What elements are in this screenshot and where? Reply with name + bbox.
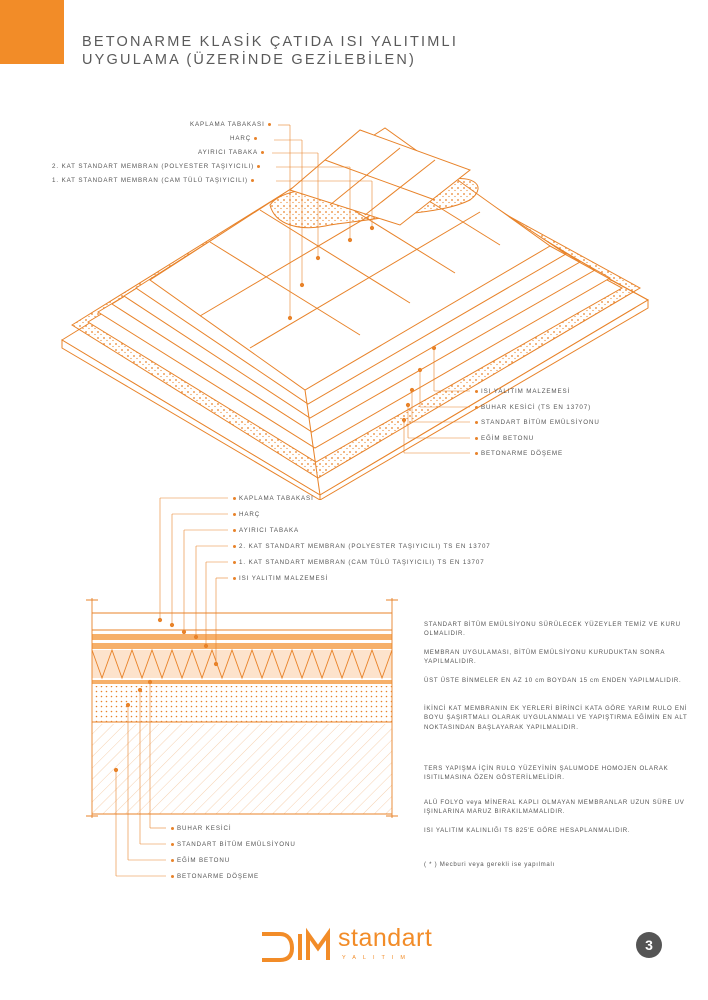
iso-label-egim-betonu: EĞİM BETONU [472, 435, 534, 442]
iso-label-membran-2: 2. KAT STANDART MEMBRAN (POLYESTER TAŞIYICILI) [52, 163, 263, 170]
note-6: ALÜ FOLYO veya MİNERAL KAPLI OLMAYAN MEMBRANLAR UZUN SÜRE UV IŞINLARINA MARUZ BIRAKILMAMALIDIR. [424, 799, 685, 816]
iso-label-kaplama: KAPLAMA TABAKASI [190, 121, 274, 128]
iso-label-isi-yalitim: ISI YALITIM MALZEMESİ [472, 388, 570, 395]
section-label-harc: HARÇ [230, 511, 260, 518]
section-label-egim-betonu: EĞİM BETONU [168, 857, 230, 864]
page-number: 3 [636, 932, 662, 958]
note-1: STANDART BİTÜM EMÜLSİYONU SÜRÜLECEK YÜZEYLER TEMİZ VE KURU OLMALIDIR. [424, 621, 681, 638]
section-label-emulsiyon: STANDART BİTÜM EMÜLSİYONU [168, 841, 296, 848]
note-7: ISI YALITIM KALINLIĞI TS 825'E GÖRE HESAPLANMALIDIR. [424, 827, 631, 834]
section-label-kaplama: KAPLAMA TABAKASI [230, 495, 314, 502]
note-2: MEMBRAN UYGULAMASI, BİTÜM EMÜLSİYONU KURUDUKTAN SONRA YAPILMALIDIR. [424, 649, 665, 666]
iso-label-membran-1: 1. KAT STANDART MEMBRAN (CAM TÜLÜ TAŞIYICILI) [52, 177, 257, 184]
iso-label-betonarme: BETONARME DÖŞEME [472, 450, 563, 457]
title-line-1: BETONARME KLASİK ÇATIDA ISI YALITIMLI [82, 34, 459, 50]
note-5: TERS YAPIŞMA İÇİN RULO YÜZEYİNİN ŞALUMODE HOMOJEN OLARAK ISITILMASINA ÖZEN GÖSTERİLMELİDİR. [424, 765, 669, 782]
footnote: ( * ) Mecburi veya gerekli ise yapılmalı [424, 861, 555, 868]
section-label-isi-yalitim: ISI YALITIM MALZEMESİ [230, 575, 328, 582]
note-4: İKİNCİ KAT MEMBRANIN EK YERLERİ BİRİNCİ KATA GÖRE YARIM RULO ENİ BOYU ŞAŞIRTMALI OLARAK UYGULANMALI VE YAPIŞTIRMA EĞİMİN EN ALT NOKTASINDAN BAŞLAYARAK YAPILMALIDIR. [424, 705, 688, 731]
section-label-ayirici: AYIRICI TABAKA [230, 527, 299, 534]
iso-label-emulsiyon: STANDART BİTÜM EMÜLSİYONU [472, 419, 600, 426]
logo-mark-icon [258, 922, 338, 970]
logo-brand-text: standart [338, 924, 433, 952]
section-label-buhar-kesici: BUHAR KESİCİ [168, 825, 231, 832]
logo-sub-text: YALITIM [342, 955, 412, 961]
iso-label-harc: HARÇ [230, 135, 260, 142]
section-label-membran-2: 2. KAT STANDART MEMBRAN (POLYESTER TAŞIYICILI) TS EN 13707 [230, 543, 491, 550]
note-3: ÜST ÜSTE BİNMELER EN AZ 10 cm BOYDAN 15 cm ENDEN YAPILMALIDIR. [424, 677, 682, 684]
standart-logo [258, 922, 458, 972]
section-label-betonarme: BETONARME DÖŞEME [168, 873, 259, 880]
iso-label-ayirici: AYIRICI TABAKA [198, 149, 267, 156]
title-line-2: UYGULAMA (ÜZERİNDE GEZİLEBİLEN) [82, 52, 417, 68]
iso-label-buhar-kesici: BUHAR KESİCİ (TS EN 13707) [472, 404, 591, 411]
section-label-membran-1: 1. KAT STANDART MEMBRAN (CAM TÜLÜ TAŞIYICILI) TS EN 13707 [230, 559, 485, 566]
